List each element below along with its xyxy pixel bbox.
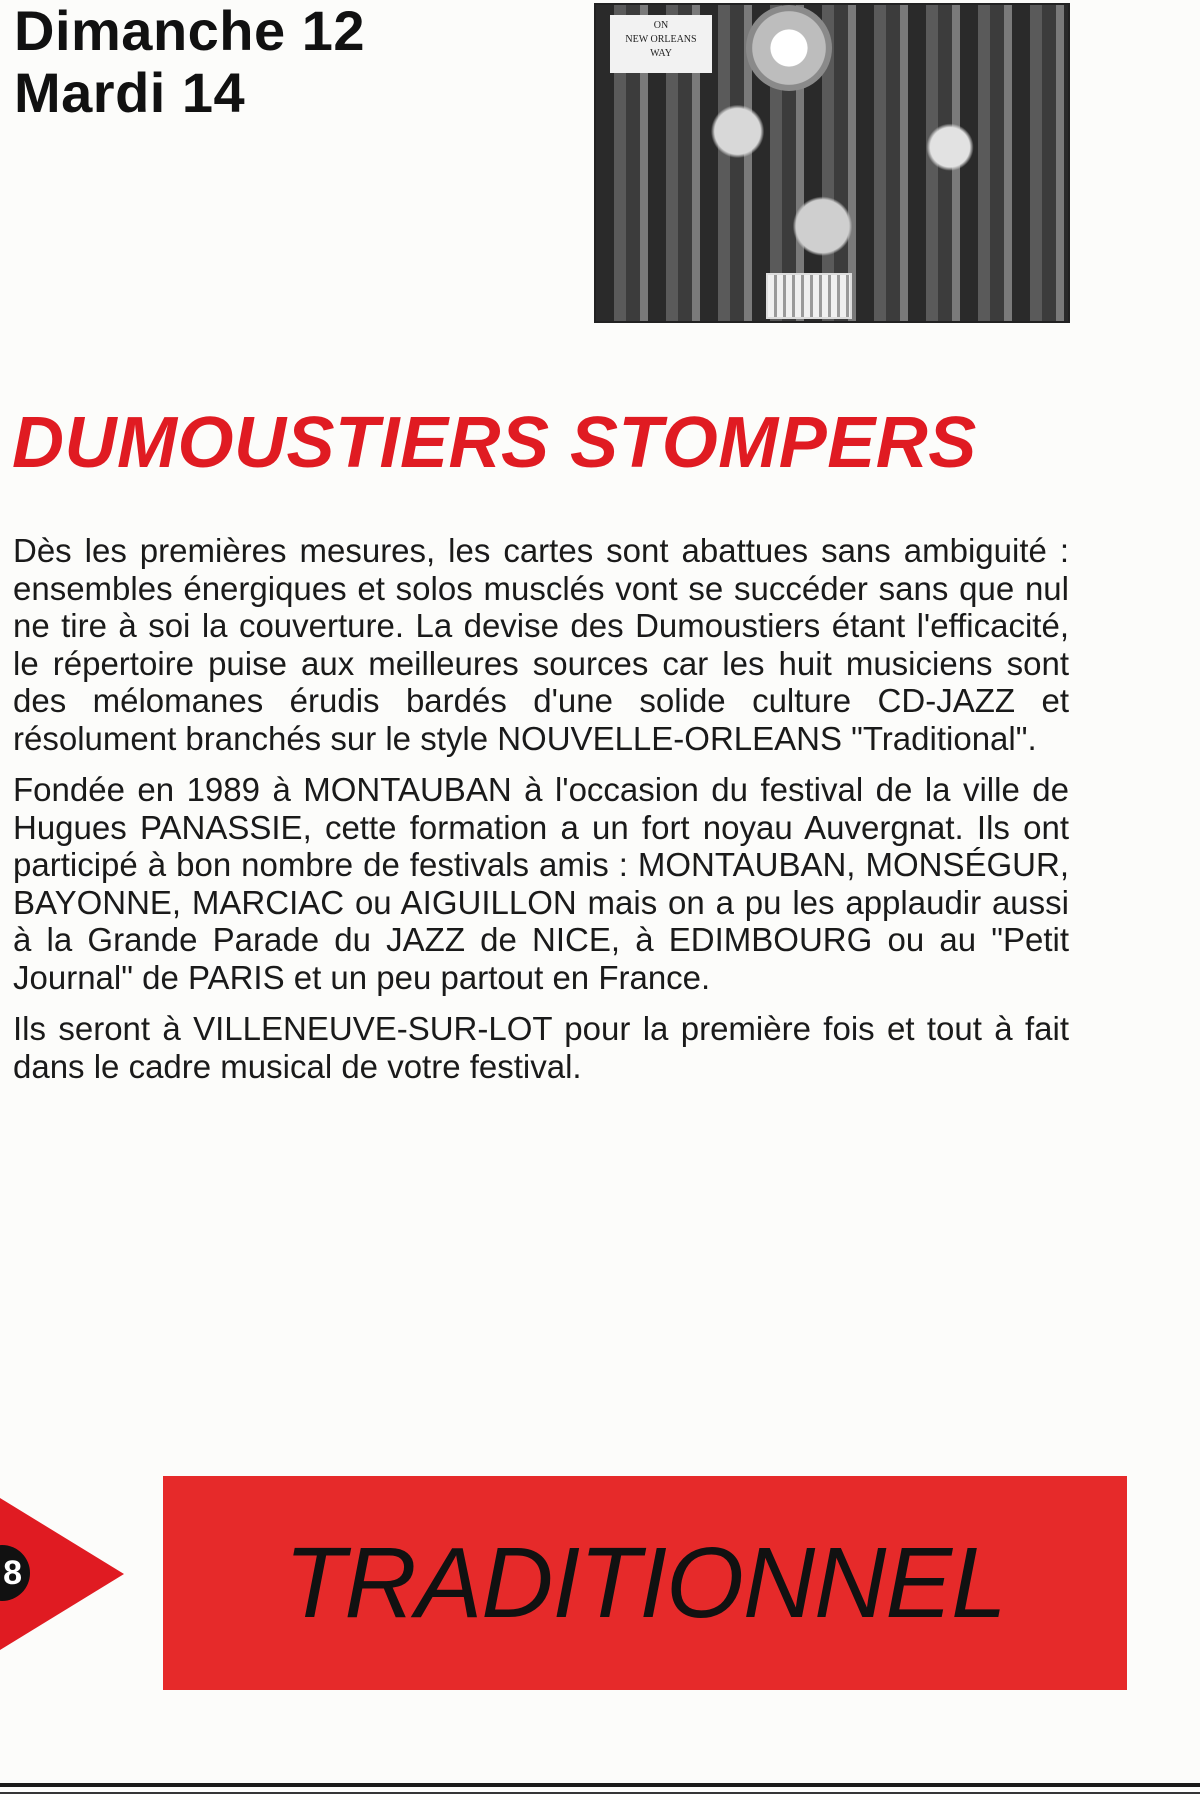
category-banner xyxy=(163,1476,1127,1690)
date-sunday: Dimanche 12 xyxy=(14,0,365,62)
bottom-rule xyxy=(0,1783,1200,1787)
sign-line: WAY xyxy=(650,48,672,59)
bottom-rule-thin xyxy=(0,1792,1200,1794)
article-body xyxy=(13,532,1069,1099)
snare-drum xyxy=(766,273,852,319)
category-label: TRADITIONNEL xyxy=(284,1526,1006,1639)
new-orleans-way-sign xyxy=(610,15,712,73)
band-title: DUMOUSTIERS STOMPERS xyxy=(12,403,977,483)
article-paragraph: Dès les premières mesures, les cartes sont abattues sans ambiguité : ensembles énergiques et solos musclés vont se succéder sans que nul ne tire à soi la couverture. La devise des Dumoustiers étant l'efficacité, le répertoire puise aux meilleures sources car les huit musiciens sont des mélomanes érudis bardés d'une solide culture CD-JAZZ et résolument branchés sur le style NOUVELLE-ORLEANS "Traditional". xyxy=(13,532,1069,757)
page-number: 8 xyxy=(0,1545,30,1601)
sign-line: ON xyxy=(653,20,669,31)
article-paragraph: Fondée en 1989 à MONTAUBAN à l'occasion du festival de la ville de Hugues PANASSIE, cette formation a un fort noyau Auvergnat. Ils ont participé à bon nombre de festivals amis : MONTAUBAN, MONSÉGUR, BAYONNE, MARCIAC ou AIGUILLON mais on a pu les applaudir aussi à la Grande Parade du JAZZ de NICE, à EDIMBOURG ou au "Petit Journal" de PARIS et un peu partout en France. xyxy=(13,771,1069,996)
event-dates xyxy=(14,0,365,124)
date-tuesday: Mardi 14 xyxy=(14,61,246,124)
article-paragraph: Ils seront à VILLENEUVE-SUR-LOT pour la première fois et tout à fait dans le cadre musical de votre festival. xyxy=(13,1010,1069,1085)
band-photo xyxy=(594,3,1070,323)
sign-line: NEW ORLEANS xyxy=(625,34,697,45)
sousaphone-bell xyxy=(746,5,832,91)
